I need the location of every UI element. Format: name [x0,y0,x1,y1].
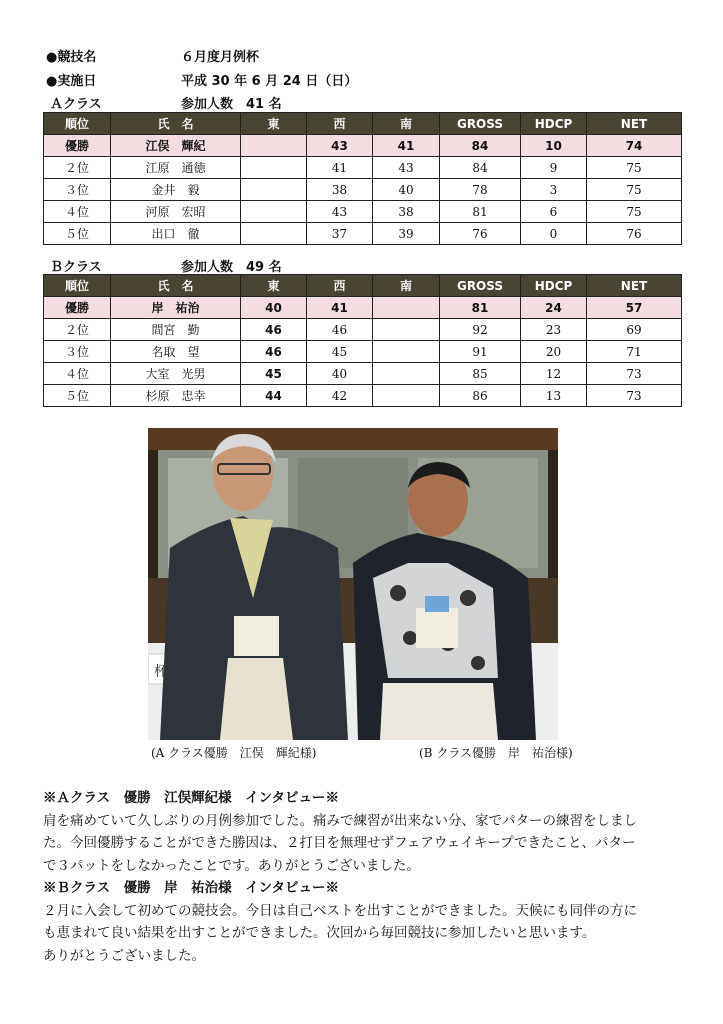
col-gross: GROSS [440,275,521,297]
cell-west: 40 [307,363,373,385]
cell-south [373,297,440,319]
interview-b-line: も恵まれて良い結果を出すことができました。次回から毎回競技に参加したいと思います。 [43,925,596,941]
class-a-header-row [44,113,682,135]
cell-gross: 81 [440,297,521,319]
class-b-header-row [44,275,682,297]
cell-hdcp: 0 [521,223,587,245]
cell-hdcp: 12 [521,363,587,385]
cell-gross: 86 [440,385,521,407]
cell-gross: 92 [440,319,521,341]
cell-rank: 優勝 [44,297,111,319]
cell-name: 杉原 忠幸 [111,385,241,407]
cell-net: 71 [587,341,682,363]
col-hdcp: HDCP [521,275,587,297]
cell-gross: 84 [440,157,521,179]
photo-sign-text: 杯 [154,664,168,680]
cell-name: 岸 祐治 [111,297,241,319]
cell-east: 46 [241,319,307,341]
cell-rank: ２位 [44,319,111,341]
cell-south [373,363,440,385]
cell-east [241,157,307,179]
cell-south [373,341,440,363]
interview-b-line: ありがとうございました。 [43,947,205,964]
cell-west: 37 [307,223,373,245]
class-a-table [43,112,682,245]
cell-west: 41 [307,297,373,319]
winners-photo-illustration [148,428,558,740]
interview-a-line: 肩を痛めていて久しぶりの月例参加でした。痛みで練習が出来ない分、家でパターの練習をしまし [43,812,637,829]
cell-east [241,135,307,157]
cell-west: 45 [307,341,373,363]
col-hdcp: HDCP [521,113,587,135]
cell-rank: 優勝 [44,135,111,157]
interview-a-heading: ※Ａクラス 優勝 江俣輝紀様 インタビュー※ [43,790,340,806]
cell-net: 75 [587,201,682,223]
cell-south: 41 [373,135,440,157]
cell-west: 43 [307,135,373,157]
date-value: 平成 30 年 6 月 24 日（日） [181,74,358,89]
cell-net: 75 [587,179,682,201]
col-name: 氏 名 [111,275,241,297]
class-b-participants: 参加人数 49 名 [181,260,282,275]
cell-gross: 91 [440,341,521,363]
col-west: 西 [307,113,373,135]
event-value: ６月度月例杯 [181,50,260,65]
cell-hdcp: 10 [521,135,587,157]
table-row [44,341,682,363]
cell-rank: ５位 [44,385,111,407]
table-row [44,223,682,245]
cell-name: 間宮 勤 [111,319,241,341]
table-row [44,157,682,179]
cell-hdcp: 13 [521,385,587,407]
cell-rank: ３位 [44,179,111,201]
cell-rank: ３位 [44,341,111,363]
cell-hdcp: 23 [521,319,587,341]
cell-rank: ４位 [44,363,111,385]
cell-west: 43 [307,201,373,223]
cell-net: 75 [587,157,682,179]
class-a-participants: 参加人数 41 名 [181,97,282,112]
cell-net: 73 [587,385,682,407]
cell-gross: 84 [440,135,521,157]
cell-net: 74 [587,135,682,157]
cell-west: 38 [307,179,373,201]
cell-east [241,179,307,201]
cell-net: 69 [587,319,682,341]
cell-net: 76 [587,223,682,245]
cell-net: 73 [587,363,682,385]
cell-rank: ５位 [44,223,111,245]
cell-south [373,385,440,407]
table-row [44,319,682,341]
cell-name: 出口 徹 [111,223,241,245]
col-west: 西 [307,275,373,297]
cell-gross: 78 [440,179,521,201]
cell-rank: ４位 [44,201,111,223]
cell-hdcp: 9 [521,157,587,179]
cell-hdcp: 20 [521,341,587,363]
table-row [44,363,682,385]
cell-south: 39 [373,223,440,245]
caption-right: (B クラス優勝 岸 祐治様) [419,746,573,760]
col-net: NET [587,113,682,135]
col-rank: 順位 [44,275,111,297]
winners-photo [148,428,558,740]
class-a-title: Ａクラス [50,97,102,112]
cell-east: 44 [241,385,307,407]
cell-name: 江俣 輝紀 [111,135,241,157]
event-label: ●競技名 [46,50,97,65]
interview-b-heading: ※Ｂクラス 優勝 岸 祐治様 インタビュー※ [43,880,340,896]
class-b-title: Ｂクラス [50,260,102,275]
table-row [44,297,682,319]
col-east: 東 [241,113,307,135]
cell-west: 42 [307,385,373,407]
interview-a-line: た。今回優勝することができた勝因は、２打目を無理せずフェアウェイキープできたこと、パター [43,835,636,851]
table-row [44,135,682,157]
cell-name: 河原 宏昭 [111,201,241,223]
cell-name: 江原 通徳 [111,157,241,179]
cell-east: 46 [241,341,307,363]
col-name: 氏 名 [111,113,241,135]
cell-east: 45 [241,363,307,385]
cell-east [241,223,307,245]
cell-gross: 81 [440,201,521,223]
cell-east [241,201,307,223]
col-gross: GROSS [440,113,521,135]
cell-south: 38 [373,201,440,223]
cell-west: 41 [307,157,373,179]
cell-south [373,319,440,341]
cell-hdcp: 24 [521,297,587,319]
col-south: 南 [373,275,440,297]
interviews [43,787,688,967]
col-east: 東 [241,275,307,297]
col-south: 南 [373,113,440,135]
cell-east: 40 [241,297,307,319]
col-net: NET [587,275,682,297]
cell-hdcp: 3 [521,179,587,201]
cell-name: 金井 毅 [111,179,241,201]
table-row [44,201,682,223]
interview-a-line: で３パットをしなかったことです。ありがとうございました。 [43,857,420,874]
cell-net: 57 [587,297,682,319]
table-row [44,179,682,201]
caption-left: (A クラス優勝 江俣 輝紀様) [151,746,317,760]
cell-south: 40 [373,179,440,201]
table-row [44,385,682,407]
cell-south: 43 [373,157,440,179]
cell-name: 大室 光男 [111,363,241,385]
cell-name: 名取 望 [111,341,241,363]
class-b-table [43,274,682,407]
cell-hdcp: 6 [521,201,587,223]
col-rank: 順位 [44,113,111,135]
cell-gross: 85 [440,363,521,385]
cell-west: 46 [307,319,373,341]
date-label: ●実施日 [46,74,97,89]
cell-gross: 76 [440,223,521,245]
cell-rank: ２位 [44,157,111,179]
interview-b-line: ２月に入会して初めての競技会。今日は自己ベストを出すことができました。天候にも同伴の方に [43,902,637,919]
